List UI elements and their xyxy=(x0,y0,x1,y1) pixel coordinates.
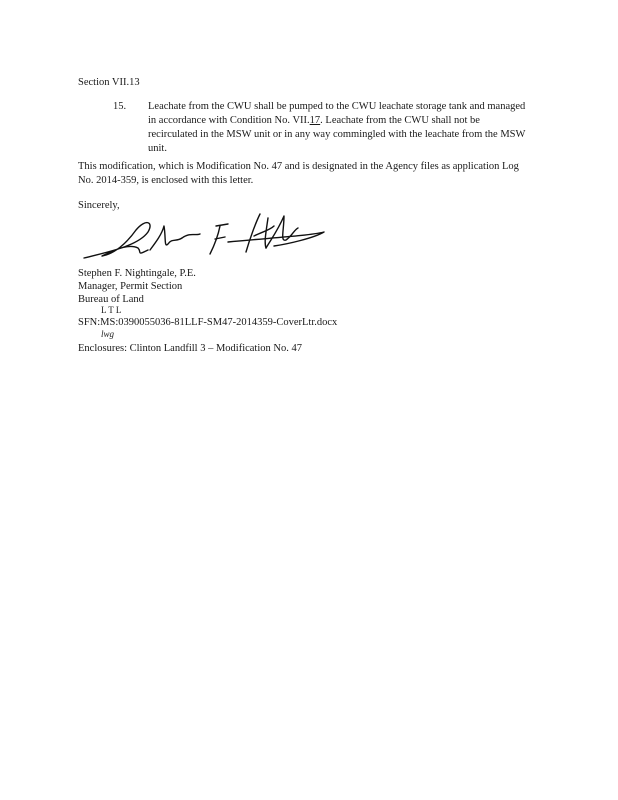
item-text-line-4: unit. xyxy=(148,143,167,154)
item-text-line-3: recirculated in the MSW unit or in any way commingled with the leachate from the MSW xyxy=(148,129,526,140)
item-text-line-1: Leachate from the CWU shall be pumped to the CWU leachate storage tank and managed xyxy=(148,101,526,112)
item-line-2-suffix: . Leachate from the CWU shall not be xyxy=(320,115,480,126)
reviewer-initials-bottom: lwg xyxy=(101,329,115,339)
item-line-2-prefix: in accordance with Condition No. VII. xyxy=(148,115,310,126)
item-text-line-2 xyxy=(148,114,480,127)
signer-title: Manager, Permit Section xyxy=(78,281,183,292)
body-paragraph-line-2: No. 2014-359, is enclosed with this letter. xyxy=(78,175,254,186)
reviewer-initials-top: L T L xyxy=(101,305,122,315)
signer-bureau: Bureau of Land xyxy=(78,294,144,305)
item-number: 15. xyxy=(113,101,127,112)
signer-name: Stephen F. Nightingale, P.E. xyxy=(78,268,196,279)
enclosures: Enclosures: Clinton Landfill 3 – Modification No. 47 xyxy=(78,343,302,354)
condition-reference: 17 xyxy=(309,115,321,126)
section-heading: Section VII.13 xyxy=(78,77,140,88)
handwritten-signature xyxy=(78,208,328,268)
closing: Sincerely, xyxy=(78,200,120,211)
body-paragraph-line-1: This modification, which is Modification No. 47 and is designated in the Agency files as application Log xyxy=(78,161,519,172)
file-reference: SFN:MS:0390055036-81LLF-SM47-2014359-CoverLtr.docx xyxy=(78,317,338,328)
